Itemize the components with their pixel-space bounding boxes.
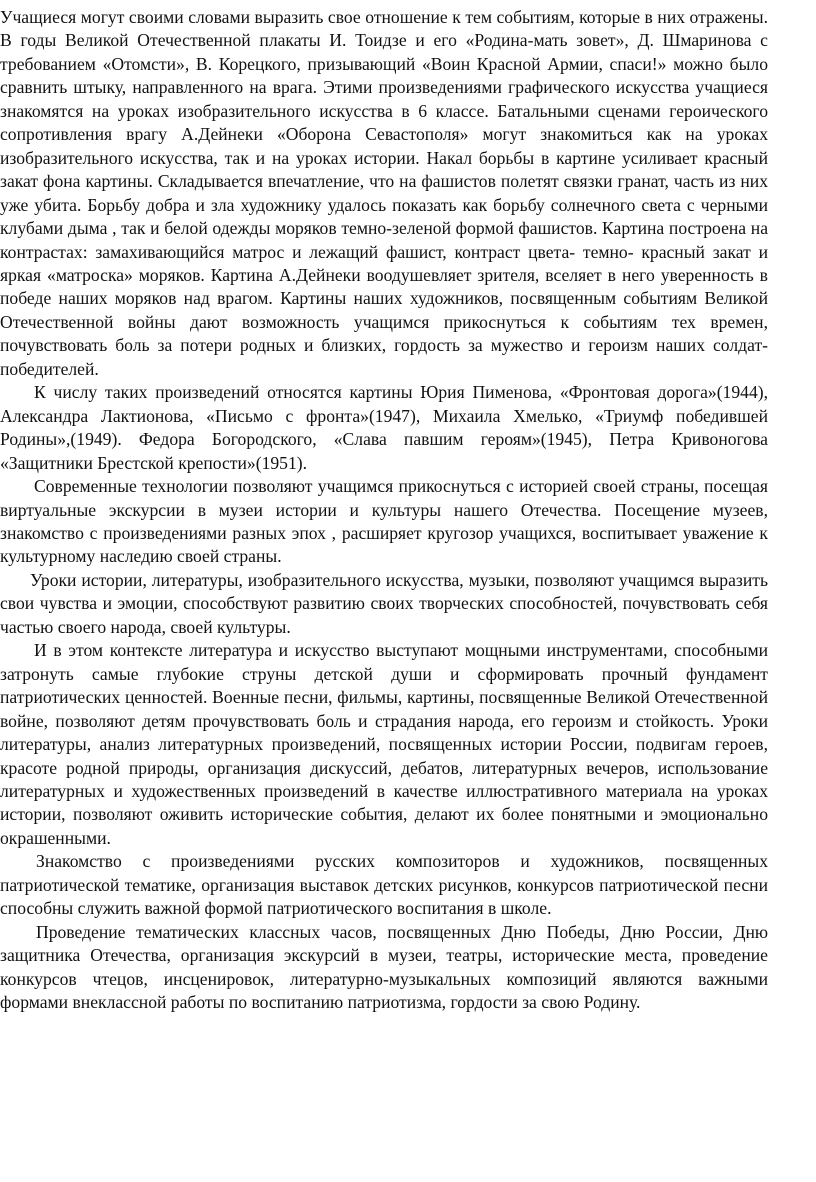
paragraph-class-hours: Проведение тематических классных часов, посвященных Дню Победы, Дню России, Дню защитника Отечества, организация экскурсий в музеи, театры, исторические места, проведение конкурсов чтецов, инсценировок, литературно-музыкальных композиций являются важными формами внеклассной работы по воспитанию патриотизма, гордости за свою Родину. xyxy=(0,921,768,1013)
paragraph-lessons: Уроки истории, литературы, изобразительного искусства, музыки, позволяют учащимся выразить свои чувства и эмоции, способствуют развитию своих творческих способностей, почувствовать себя частью своего народа, своей культуры. xyxy=(0,569,768,637)
paragraph-posters-and-deineka: Учащиеся могут своими словами выразить свое отношение к тем событиям, которые в них отражены. В годы Великой Отечественной плакаты И. Тоидзе и его «Родина-мать зовет», Д. Шмаринова с требованием «Отомсти», В. Корецкого, призывающий «Воин Красной Армии, спаси!» можно было сравнить штыку, направленного на врага. Этими произведениями графического искусства учащиеся знакомятся на уроках изобразительного искусства в 6 классе. Батальными сценами героического сопротивления врагу А.Дейнеки «Оборона Севастополя» могут знакомиться как на уроках изобразительного искусства, так и на уроках истории. Накал борьбы в картине усиливает красный закат фона картины. Складывается впечатление, что на фашистов полетят связки гранат, часть из них уже убита. Борьбу добра и зла художнику удалось показать как борьбу солнечного света с черными клубами дыма , так и белой одежды моряков темно-зеленой формой фашистов. Картина построена на контрастах: замахивающийся матрос и лежащий фашист, контраст цвета- темно- красный закат и яркая «матроска» моряков. Картина А.Дейнеки воодушевляет зрителя, вселяет в него уверенность в победе наших моряков над врагом. Картины наших художников, посвященным событиям Великой Отечественной войны дают возможность учащимся прикоснуться к событиям тех времен, почувствовать боль за потери родных и близких, гордость за мужество и героизм наших солдат-победителей. xyxy=(0,7,768,379)
paragraph-virtual-excursions: Современные технологии позволяют учащимся прикоснуться с историей своей страны, посещая виртуальные экскурсии в музеи истории и культуры нашего Отечества. Посещение музеев, знакомство с произведениями разных эпох , расширяет кругозор учащихся, воспитывает уважение к культурному наследию своей страны. xyxy=(0,476,768,567)
paragraph-composers-and-artists: Знакомство с произведениями русских композиторов и художников, посвященных патриотической тематике, организация выставок детских рисунков, конкурсов патриотической песни способны служить важной формой патриотического воспитания в школе. xyxy=(0,851,768,919)
document-body xyxy=(0,6,768,1014)
paragraph-paintings-list: К числу таких произведений относятся картины Юрия Пименова, «Фронтовая дорога»(1944), Александра Лактионова, «Письмо с фронта»(1947), Михаила Хмелько, «Триумф победившей Родины»,(1949). Федора Богородского, «Слава павшим героям»(1945), Петра Кривоногова «Защитники Брестской крепости»(1951). xyxy=(0,382,768,473)
paragraph-literature-and-art: И в этом контексте литература и искусство выступают мощными инструментами, способными затронуть самые глубокие струны детской души и сформировать прочный фундамент патриотических ценностей. Военные песни, фильмы, картины, посвященные Великой Отечественной войне, позволяют детям прочувствовать боль и страдания народа, его героизм и стойкость. Уроки литературы, анализ литературных произведений, посвященных истории России, подвигам героев, красоте родной природы, организация дискуссий, дебатов, литературных вечеров, использование литературных и художественных произведений в качестве иллюстративного материала на уроках истории, позволяют оживить исторические события, делают их более понятными и эмоционально окрашенными. xyxy=(0,640,768,848)
